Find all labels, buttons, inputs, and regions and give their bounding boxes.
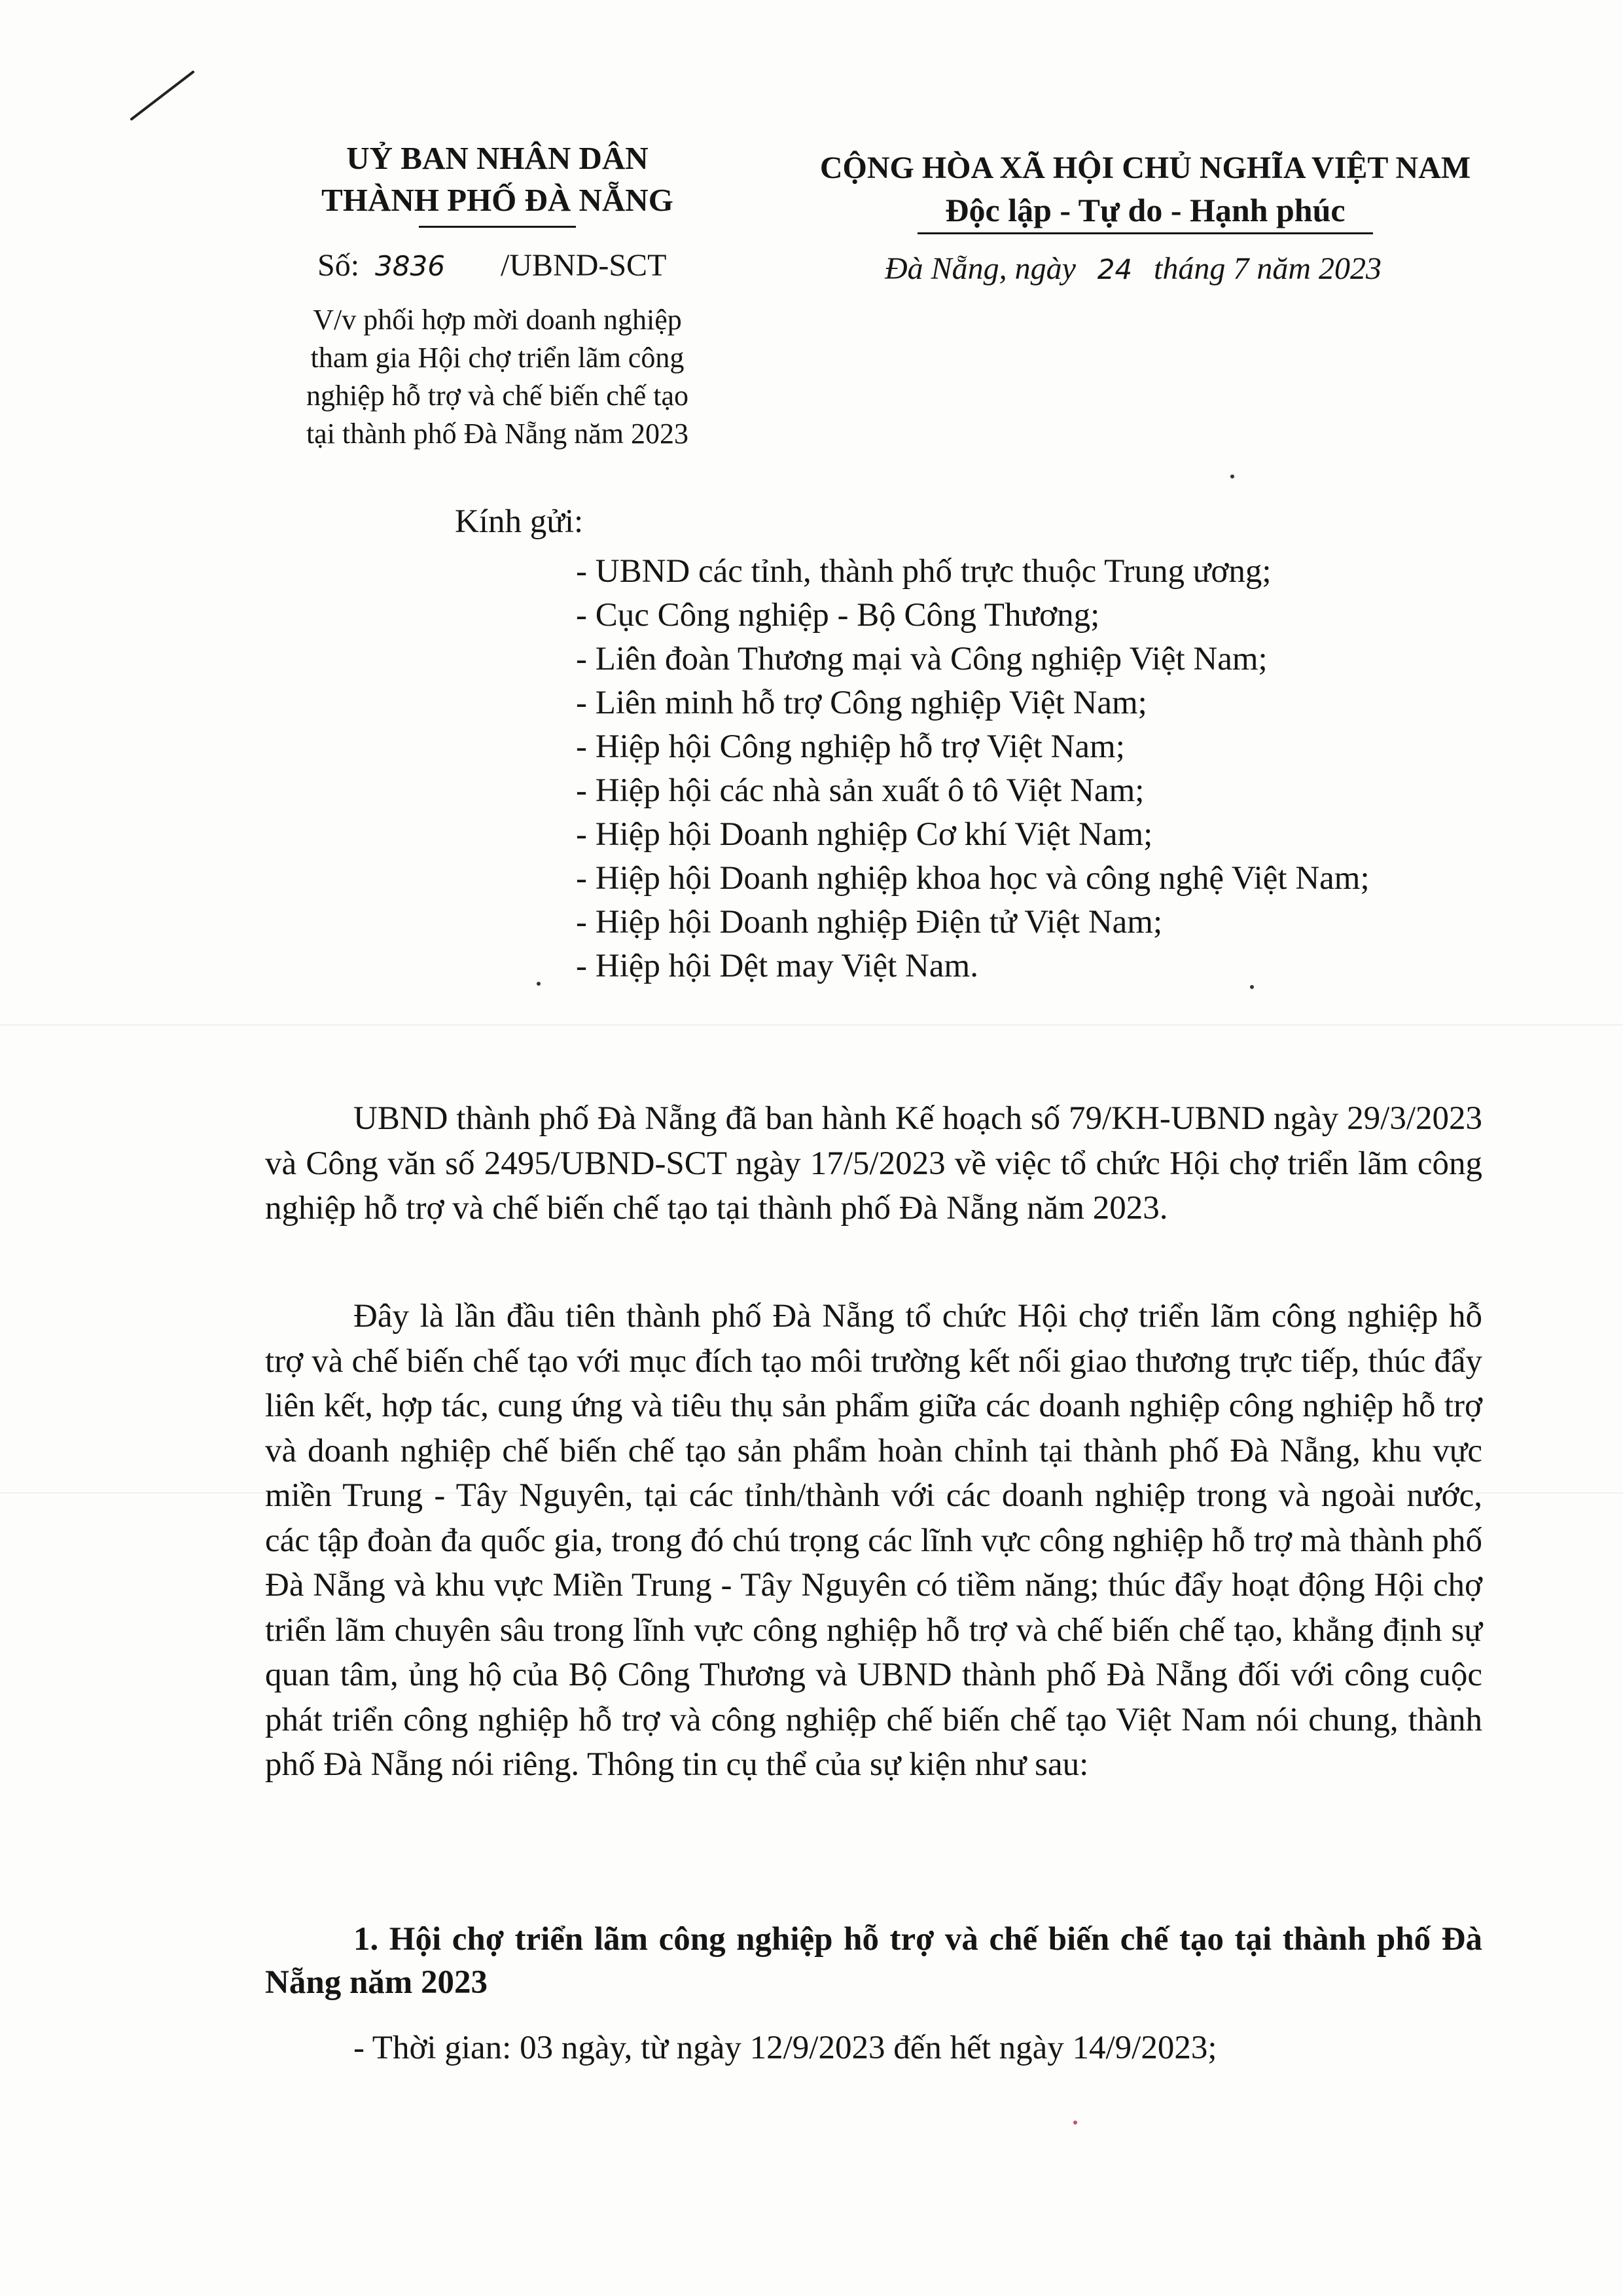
number-handwritten: 3836 [375, 250, 445, 282]
date-day-handwritten: 24 [1097, 253, 1133, 285]
recipient-item: - Hiệp hội các nhà sản xuất ô tô Việt Nam; [576, 772, 1145, 809]
recipient-item: - Hiệp hội Doanh nghiệp Điện tử Việt Nam; [576, 904, 1163, 941]
pen-mark [128, 65, 200, 124]
scan-speck [1073, 2121, 1077, 2125]
recipient-item: - Liên đoàn Thương mại và Công nghiệp Việt Nam; [576, 641, 1268, 677]
header-right [766, 147, 1525, 231]
recipients-label: Kính gửi: [455, 503, 584, 540]
recipient-item: - Hiệp hội Dệt may Việt Nam. [576, 948, 978, 984]
scan-speck [1250, 985, 1254, 989]
recipient-item: - Hiệp hội Doanh nghiệp Cơ khí Việt Nam; [576, 816, 1153, 853]
date-prefix: Đà Nẵng, ngày [885, 251, 1076, 286]
fold-line [0, 1024, 1623, 1026]
motto-underline [918, 232, 1373, 234]
recipient-item: - Liên minh hỗ trợ Công nghiệp Việt Nam; [576, 685, 1147, 721]
section-1-heading: 1. Hội chợ triển lãm công nghiệp hỗ trợ và chế biến chế tạo tại thành phố Đà Nẵng năm 2023 [265, 1921, 1482, 2001]
number-suffix: /UBND-SCT [501, 248, 667, 283]
subject-block [249, 301, 746, 453]
scan-speck [1230, 475, 1234, 478]
national-title: CỘNG HÒA XÃ HỘI CHỦ NGHĨA VIỆT NAM [819, 151, 1471, 185]
section-1-time: - Thời gian: 03 ngày, từ ngày 12/9/2023 đến hết ngày 14/9/2023; [353, 2030, 1217, 2066]
body-paragraph-2: Đây là lần đầu tiên thành phố Đà Nẵng tổ chức Hội chợ triển lãm công nghiệp hỗ trợ và chế biến chế tạo với mục đích tạo môi trường kết nối giao thương trực tiếp, thúc đẩy liên kết, hợp tác, cung ứng và tiêu thụ sản phẩm giữa các doanh nghiệp công nghiệp hỗ trợ và doanh nghiệp chế biến chế tạo sản phẩm hoàn chỉnh tại thành phố Đà Nẵng, khu vực miền Trung - Tây Nguyên, tại các tỉnh/thành với các doanh nghiệp trong và ngoài nước, các tập đoàn đa quốc gia, trong đó chú trọng các lĩnh vực công nghiệp hỗ trợ mà thành phố Đà Nẵng và khu vực Miền Trung - Tây Nguyên có tiềm năng; thúc đẩy hoạt động Hội chợ triển lãm chuyên sâu trong lĩnh vực công nghiệp hỗ trợ và chế biến chế tạo, khẳng định sự quan tâm, ủng hộ của Bộ Công Thương và UBND thành phố Đà Nẵng đối với công cuộc phát triển công nghiệp hỗ trợ và công nghiệp chế biến chế tạo Việt Nam nói chung, thành phố Đà Nẵng nói riêng. Thông tin cụ thể của sự kiện như sau: [265, 1298, 1482, 1783]
body-paragraph-1: UBND thành phố Đà Nẵng đã ban hành Kế hoạch số 79/KH-UBND ngày 29/3/2023 và Công văn số 2495/UBND-SCT ngày 17/5/2023 về việc tổ chức Hội chợ triển lãm công nghiệp hỗ trợ và chế biến chế tạo tại thành phố Đà Nẵng năm 2023. [265, 1100, 1482, 1227]
national-motto: Độc lập - Tự do - Hạnh phúc [945, 192, 1346, 228]
subject-line: tại thành phố Đà Nẵng năm 2023 [306, 418, 689, 450]
issuer-underline [419, 226, 576, 228]
scan-speck [537, 982, 541, 986]
subject-line: tham gia Hội chợ triển lãm công [310, 342, 685, 374]
recipient-item: - Cục Công nghiệp - Bộ Công Thương; [576, 597, 1100, 634]
date-line [885, 249, 1382, 290]
issuer-line1: UỶ BAN NHÂN DÂN [346, 140, 649, 176]
header-left [249, 137, 746, 221]
subject-line: V/v phối hợp mời doanh nghiệp [313, 304, 682, 336]
recipient-item: - Hiệp hội Công nghiệp hỗ trợ Việt Nam; [576, 728, 1125, 765]
document-number [317, 245, 666, 287]
date-suffix: tháng 7 năm 2023 [1153, 251, 1382, 286]
recipient-item: - Hiệp hội Doanh nghiệp khoa học và công nghệ Việt Nam; [576, 860, 1370, 897]
recipient-item: - UBND các tỉnh, thành phố trực thuộc Trung ương; [576, 553, 1272, 590]
subject-line: nghiệp hỗ trợ và chế biến chế tạo [306, 380, 689, 412]
number-prefix: Số: [317, 248, 360, 283]
issuer-line2: THÀNH PHỐ ĐÀ NẴNG [321, 182, 673, 218]
